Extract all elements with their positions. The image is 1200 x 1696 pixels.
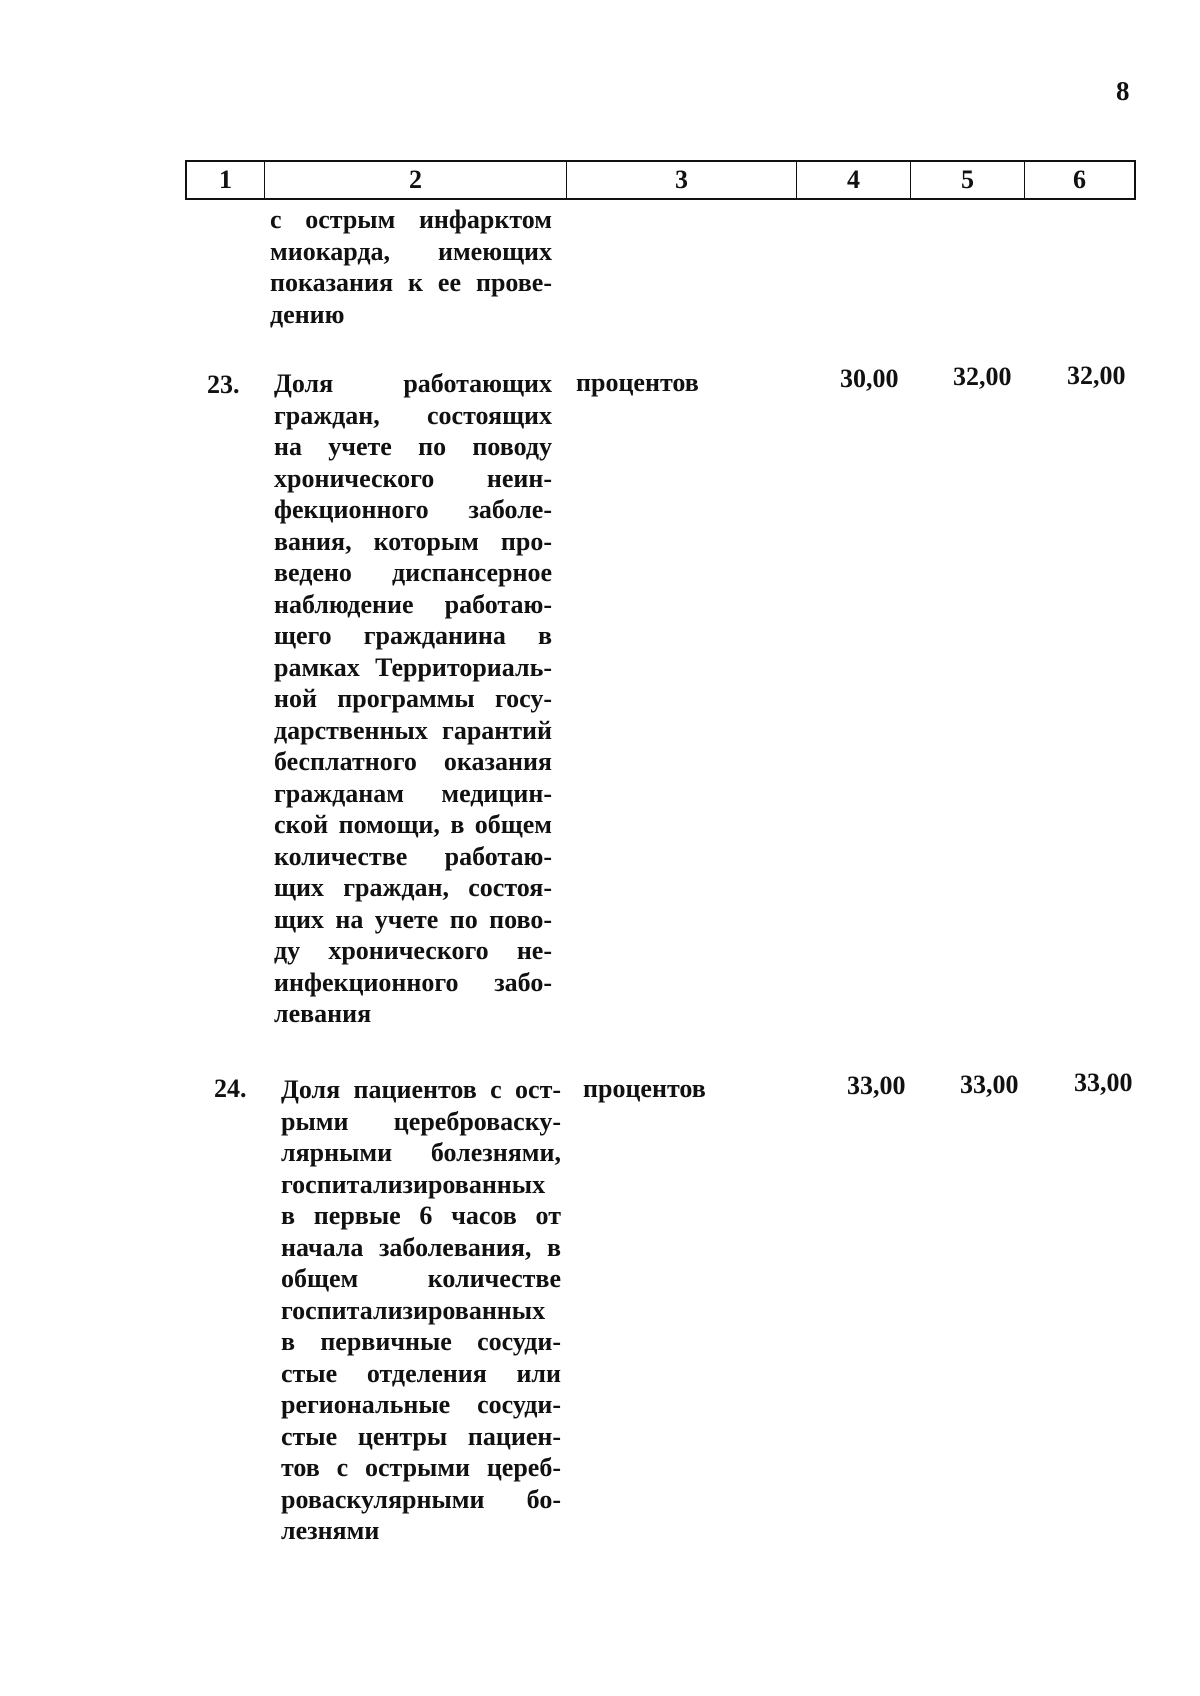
text-line: лярными болезнями, xyxy=(281,1138,561,1167)
header-col-4: 4 xyxy=(797,162,911,198)
text-line: рыми цереброваску- xyxy=(281,1106,561,1136)
table-header xyxy=(185,160,1136,200)
text-line: региональные сосуди- xyxy=(281,1390,561,1419)
header-col-6: 6 xyxy=(1073,165,1086,194)
text-line: гражданам медицин- xyxy=(274,778,552,808)
text-line: тов с острыми цереб- xyxy=(281,1453,561,1482)
page-number: 8 xyxy=(1116,76,1130,106)
header-col-5: 5 xyxy=(911,162,1025,198)
header-col-2: 2 xyxy=(265,162,567,198)
row-value-col-4: 33,00 xyxy=(847,1071,906,1100)
row-number: 23. xyxy=(207,370,240,399)
text-line: вания, которым про- xyxy=(274,526,552,556)
row-value-col-4: 30,00 xyxy=(840,364,899,393)
text-line: с острым инфарктом xyxy=(270,205,552,234)
text-line: щих на учете по пово- xyxy=(274,904,552,934)
text-line: инфекционного забо- xyxy=(274,967,552,997)
text-line: Доля пациентов с ост- xyxy=(281,1075,561,1104)
row-value-col-6: 32,00 xyxy=(1067,361,1126,390)
text-line: щих граждан, состоя- xyxy=(274,873,552,902)
text-line: общем количестве xyxy=(281,1264,561,1293)
text-line: в первичные сосуди- xyxy=(281,1327,561,1356)
text-line: стые центры пациен- xyxy=(281,1421,561,1451)
row-value-col-5: 32,00 xyxy=(953,362,1012,391)
text-line: граждан, состоящих xyxy=(274,400,552,430)
text-line: хронического неин- xyxy=(274,463,552,493)
text-line: в первые 6 часов от xyxy=(281,1201,561,1230)
text-line: ной программы госу- xyxy=(274,684,552,713)
row-value-col-5: 33,00 xyxy=(960,1070,1019,1099)
text-line: Доля работающих xyxy=(274,369,552,398)
text-line: фекционного заболе- xyxy=(274,495,552,524)
text-line: количестве работаю- xyxy=(274,841,552,871)
text-line: роваскулярными бо- xyxy=(281,1484,561,1514)
header-col-1: 1 xyxy=(187,162,265,198)
text-line: лезнями xyxy=(281,1516,380,1545)
text-line: наблюдение работаю- xyxy=(274,589,552,619)
text-line: ду хронического не- xyxy=(274,936,552,965)
text-line: госпитализированных xyxy=(281,1295,546,1325)
text-line: дению xyxy=(270,299,345,329)
text-line: ведено диспансерное xyxy=(274,558,552,587)
row-unit: процентов xyxy=(576,368,699,397)
text-line: дарственных гарантий xyxy=(274,715,552,745)
row-value-col-6: 33,00 xyxy=(1074,1068,1133,1097)
text-line: левания xyxy=(274,999,372,1028)
continuation-text xyxy=(270,204,552,330)
row-number: 24. xyxy=(214,1074,247,1103)
text-line: щего гражданина в xyxy=(274,621,552,650)
text-line: миокарда, имеющих xyxy=(270,236,552,266)
text-line: на учете по поводу xyxy=(274,432,552,461)
header-col-3: 3 xyxy=(567,162,797,198)
text-line: показания к ее прове- xyxy=(270,268,552,297)
row-unit: процентов xyxy=(583,1074,706,1103)
text-line: ской помощи, в общем xyxy=(274,810,552,839)
text-line: рамках Территориаль- xyxy=(274,652,552,682)
row-description xyxy=(281,1074,561,1547)
text-line: начала заболевания, в xyxy=(281,1232,561,1262)
text-line: бесплатного оказания xyxy=(274,747,552,776)
text-line: стые отделения или xyxy=(281,1358,561,1388)
text-line: госпитализированных xyxy=(281,1169,546,1199)
row-description xyxy=(274,368,552,1030)
